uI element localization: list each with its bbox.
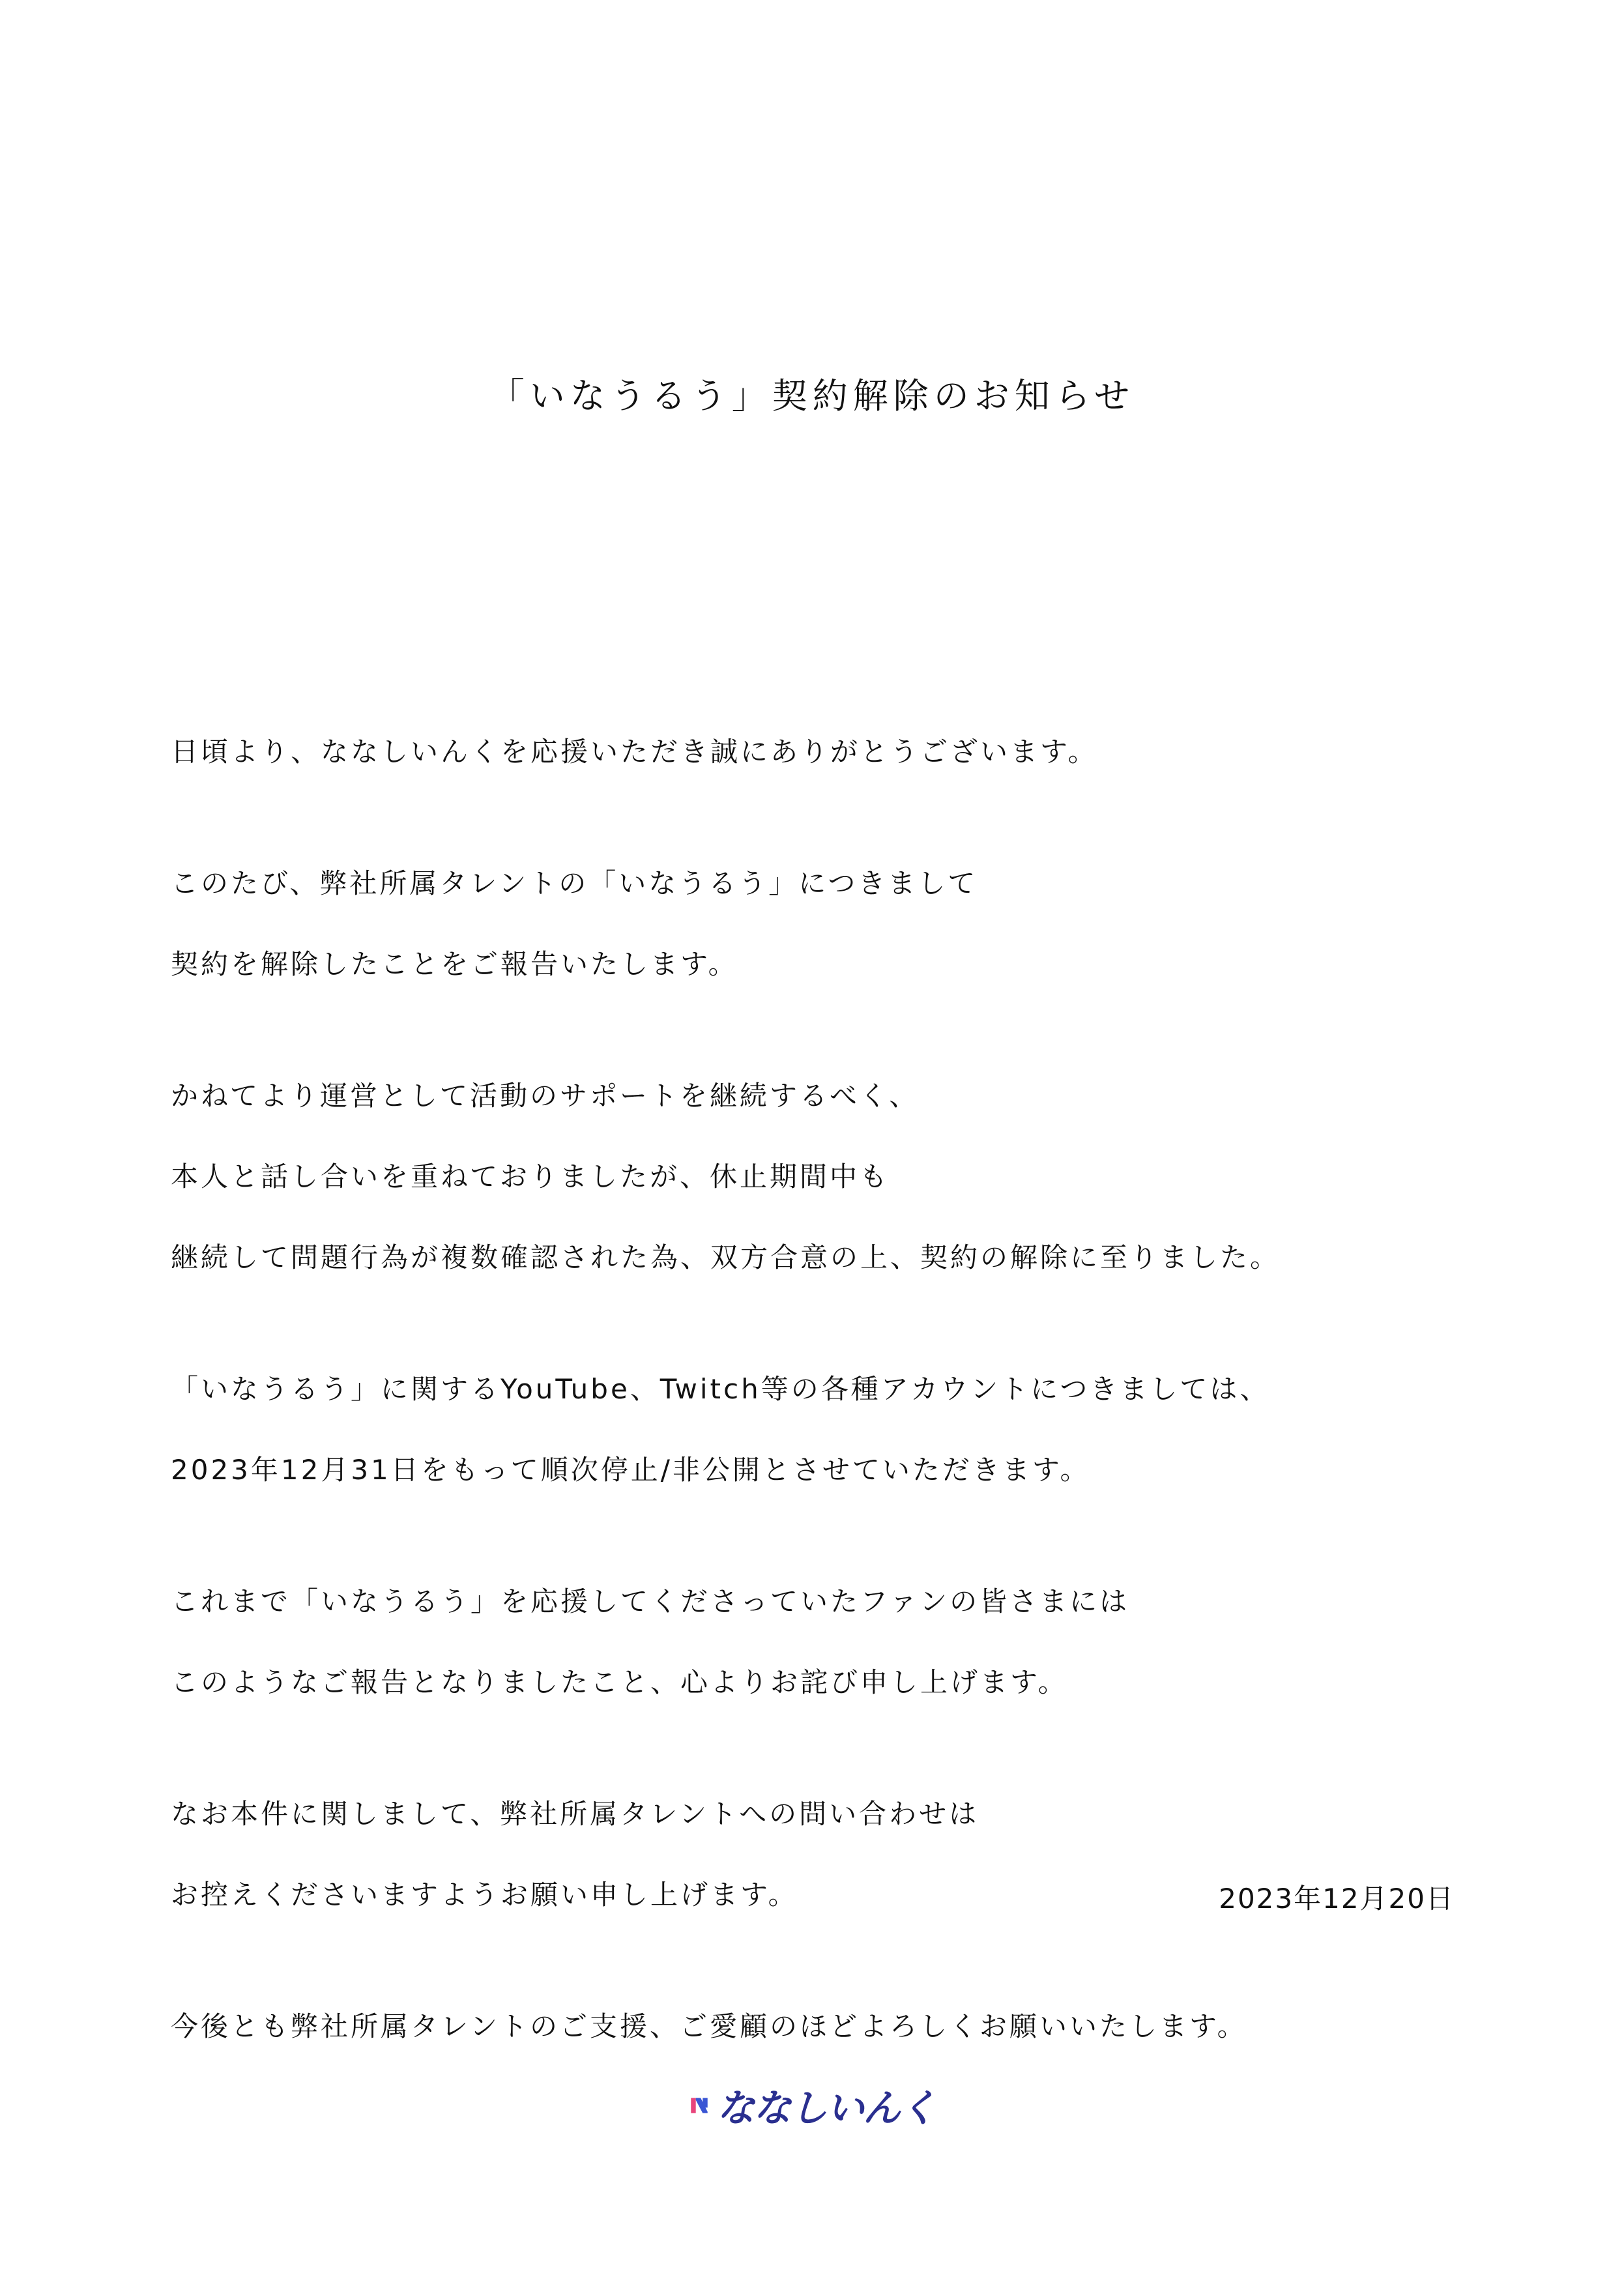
paragraph-line: 今後とも弊社所属タレントのご支援、ご愛顧のほどよろしくお願いいたします。: [171, 2010, 1247, 2042]
paragraph-line: このたび、弊社所属タレントの「いなうるう」につきまして: [171, 867, 978, 899]
paragraph-apology: [171, 1578, 1474, 1706]
notice-date: 2023年12月20日: [1219, 1883, 1455, 1915]
paragraph-greeting: [171, 729, 1474, 775]
nanashi-inc-logo-icon: [688, 2084, 710, 2126]
paragraph-reason: [171, 1073, 1474, 1281]
logo-wordmark: ななしいんく: [716, 2086, 936, 2130]
paragraph-line: 契約を解除したことをご報告いたします。: [171, 948, 738, 980]
paragraph-line: 2023年12月31日をもって順次停止/非公開とさせていただきます。: [171, 1454, 1090, 1486]
company-logo: [688, 2079, 936, 2131]
paragraph-line: かねてより運営として活動のサポートを継続するべく、: [171, 1080, 920, 1112]
paragraph-closing: [171, 2003, 1474, 2050]
paragraph-line: 継続して問題行為が複数確認された為、双方合意の上、契約の解除に至りました。: [171, 1241, 1281, 1273]
paragraph-line: 日頃より、ななしいんくを応援いただき誠にありがとうございます。: [171, 736, 1098, 768]
logo-mark-pink-stroke: [691, 2098, 695, 2113]
paragraph-line: これまで「いなうるう」を応援してくださっていたファンの皆さまには: [171, 1585, 1130, 1617]
paragraph-line: このようなご報告となりましたこと、心よりお詫び申し上げます。: [171, 1666, 1068, 1698]
paragraph-line: なお本件に関しまして、弊社所属タレントへの問い合わせは: [171, 1798, 979, 1830]
logo-mark-blue-bar: [703, 2098, 707, 2107]
paragraph-announcement: [171, 860, 1474, 988]
paragraph-accounts: [171, 1366, 1474, 1494]
notice-title: 「いなうるう」契約解除のお知らせ: [489, 375, 1135, 416]
paragraph-line: 本人と話し合いを重ねておりましたが、休止期間中も: [171, 1161, 890, 1193]
notice-body: [171, 729, 1474, 2050]
paragraph-line: 「いなうるう」に関するYouTube、Twitch等の各種アカウントにつきましては、: [171, 1373, 1270, 1405]
paragraph-line: お控えくださいますようお願い申し上げます。: [171, 1879, 798, 1911]
